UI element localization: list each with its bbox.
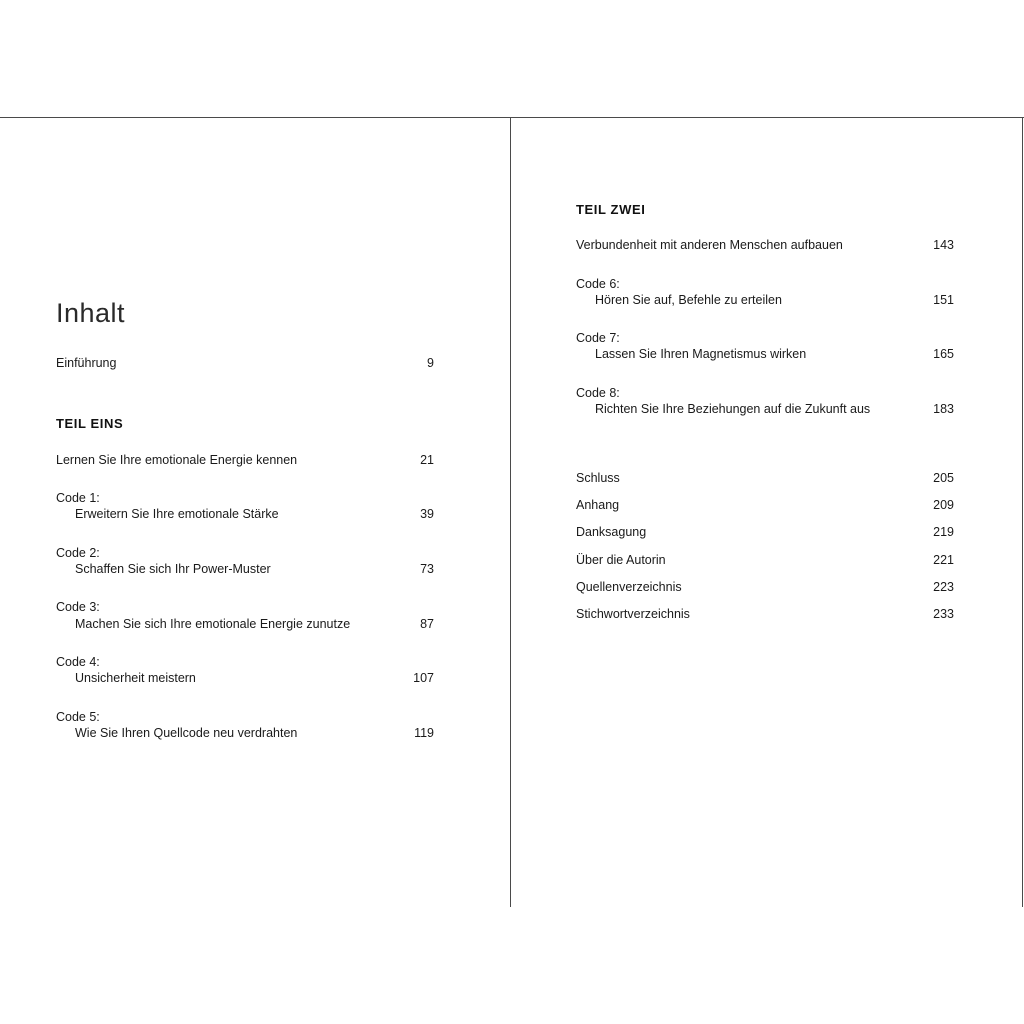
- toc-entry-page: 233: [933, 607, 954, 621]
- left-page: [0, 118, 510, 907]
- toc-entry-page: 73: [420, 562, 434, 576]
- toc-entry-page: 219: [933, 525, 954, 539]
- code-label: Code 4:: [56, 655, 100, 669]
- toc-entry-page: 205: [933, 471, 954, 485]
- toc-title: Inhalt: [56, 298, 126, 328]
- code-label: Code 5:: [56, 710, 100, 724]
- toc-entry-title: Stichwortverzeichnis: [576, 607, 690, 621]
- toc-entry-title: Anhang: [576, 498, 620, 512]
- toc-entry-page: 165: [933, 347, 954, 361]
- code-label: Code 8:: [576, 386, 620, 400]
- code-label: Code 2:: [56, 546, 100, 560]
- toc-entry-page: 107: [413, 671, 434, 685]
- toc-entry-title: Machen Sie sich Ihre emotionale Energie zunutze: [75, 617, 351, 631]
- toc-entry-title: Über die Autorin: [576, 553, 666, 567]
- toc-entry-page: 39: [420, 507, 434, 521]
- toc-entry-title: Schaffen Sie sich Ihr Power-Muster: [75, 562, 271, 576]
- toc-entry-title: Quellenverzeichnis: [576, 580, 682, 594]
- toc-entry-title: Richten Sie Ihre Beziehungen auf die Zukunft aus: [595, 402, 871, 416]
- toc-entry-title: Wie Sie Ihren Quellcode neu verdrahten: [75, 726, 298, 740]
- part-heading: TEIL ZWEI: [576, 202, 646, 217]
- toc-entry-page: 223: [933, 580, 954, 594]
- toc-entry-page: 209: [933, 498, 954, 512]
- toc-entry-page: 21: [420, 453, 434, 467]
- code-label: Code 3:: [56, 600, 100, 614]
- toc-entry-title: Erweitern Sie Ihre emotionale Stärke: [75, 507, 279, 521]
- code-label: Code 6:: [576, 277, 620, 291]
- page-right-edge: [1022, 117, 1023, 907]
- toc-entry-title: Verbundenheit mit anderen Menschen aufbauen: [576, 238, 843, 252]
- toc-entry-page: 221: [933, 553, 954, 567]
- toc-entry-page: 119: [414, 726, 434, 740]
- toc-entry-title: Schluss: [576, 471, 620, 485]
- toc-entry-page: 143: [933, 238, 954, 252]
- toc-entry-page: 9: [427, 356, 434, 370]
- toc-entry-title: Lassen Sie Ihren Magnetismus wirken: [595, 347, 807, 361]
- code-label: Code 7:: [576, 331, 620, 345]
- right-page: [511, 118, 1022, 907]
- toc-entry-page: 183: [933, 402, 954, 416]
- code-label: Code 1:: [56, 491, 100, 505]
- toc-entry-title: Hören Sie auf, Befehle zu erteilen: [595, 293, 782, 307]
- part-heading: TEIL EINS: [56, 416, 124, 431]
- toc-entry-page: 87: [420, 617, 434, 631]
- toc-entry-page: 151: [933, 293, 954, 307]
- toc-entry-title: Einführung: [56, 356, 117, 370]
- toc-entry-title: Lernen Sie Ihre emotionale Energie kennen: [56, 453, 298, 467]
- toc-entry-title: Unsicherheit meistern: [75, 671, 196, 685]
- toc-entry-title: Danksagung: [576, 525, 647, 539]
